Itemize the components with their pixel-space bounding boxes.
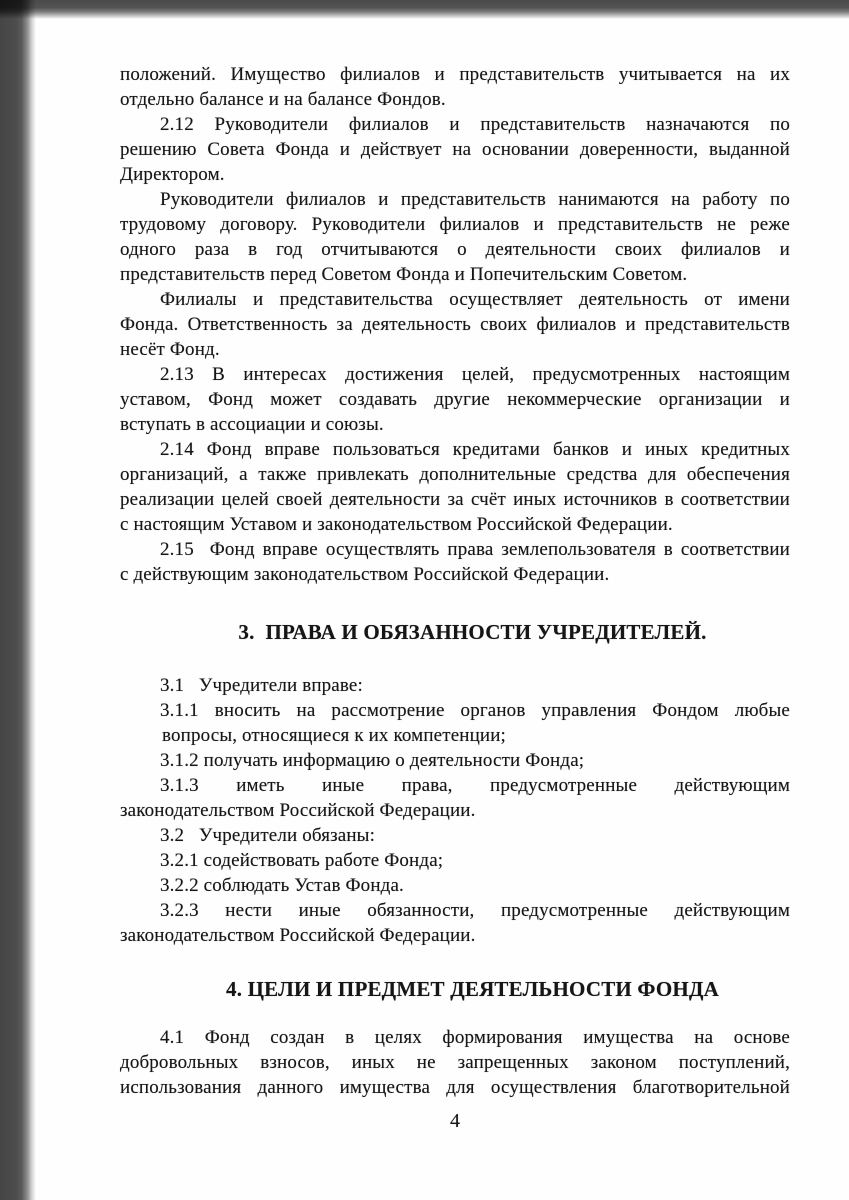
para-2-15-line-2: с действующим законодательством Российской Федерации. — [120, 564, 610, 585]
scan-edge-top — [0, 0, 849, 19]
para-2-14-line-2: организаций, а также привлекать дополнительные средства для обеспечения — [120, 464, 790, 485]
para-branch-heads-line-2: трудовому договору. Руководители филиалов и представительств не реже — [120, 214, 790, 235]
section-heading-rights: 3. ПРАВА И ОБЯЗАННОСТИ УЧРЕДИТЕЛЕЙ. — [238, 620, 707, 644]
para-2-13-line-2: уставом, Фонд может создавать другие некоммерческие организации и — [120, 389, 790, 410]
para-intro-line-1: положений. Имущество филиалов и представительств учитывается на их — [120, 64, 790, 85]
item-3-2: 3.2 Учредители обязаны: — [160, 825, 375, 846]
item-3-2-2: 3.2.2 соблюдать Устав Фонда. — [160, 875, 404, 896]
para-branch-heads-line-3: одного раза в год отчитываются о деятельности своих филиалов и — [120, 239, 790, 260]
para-4-1-line-2: добровольных взносов, иных не запрещенных законом поступлений, — [120, 1052, 790, 1073]
para-2-13-line-1: 2.13 В интересах достижения целей, предусмотренных настоящим — [160, 364, 790, 385]
para-3-1-1-line-1: 3.1.1 вносить на рассмотрение органов управления Фондом любые — [160, 700, 790, 721]
para-3-1-1-line-2: вопросы, относящиеся к их компетенции; — [162, 725, 506, 746]
para-4-1-line-3: использования данного имущества для осуществления благотворительной — [120, 1077, 790, 1098]
para-3-2-3-line-1: 3.2.3 нести иные обязанности, предусмотренные действующим — [160, 900, 790, 921]
para-branches-line-2: Фонда. Ответственность за деятельность своих филиалов и представительств — [120, 314, 790, 335]
section-heading-goals: 4. ЦЕЛИ И ПРЕДМЕТ ДЕЯТЕЛЬНОСТИ ФОНДА — [226, 977, 719, 1001]
para-2-13-line-3: вступать в ассоциации и союзы. — [120, 414, 384, 435]
item-3-1: 3.1 Учредители вправе: — [160, 675, 363, 696]
para-2-12-line-3: Директором. — [120, 164, 225, 185]
para-3-1-3-line-2: законодательством Российской Федерации. — [120, 800, 476, 821]
para-2-15-line-1: 2.15 Фонд вправе осуществлять права землепользователя в соответствии — [160, 539, 790, 560]
para-2-12-line-1: 2.12 Руководители филиалов и представительств назначаются по — [160, 114, 790, 135]
para-3-2-3-line-2: законодательством Российской Федерации. — [120, 925, 476, 946]
para-2-14-line-4: с настоящим Уставом и законодательством Российской Федерации. — [120, 514, 673, 535]
para-branches-line-3: несёт Фонд. — [120, 339, 220, 360]
para-4-1-line-1: 4.1 Фонд создан в целях формирования имущества на основе — [160, 1027, 790, 1048]
para-2-14-line-3: реализации целей своей деятельности за счёт иных источников в соответствии — [120, 489, 790, 510]
para-2-14-line-1: 2.14 Фонд вправе пользоваться кредитами банков и иных кредитных — [160, 439, 790, 460]
para-branches-line-1: Филиалы и представительства осуществляет деятельность от имени — [160, 289, 790, 310]
item-3-2-1: 3.2.1 содействовать работе Фонда; — [160, 850, 444, 871]
text-column — [120, 62, 790, 1134]
para-3-1-3-line-1: 3.1.3 иметь иные права, предусмотренные действующим — [160, 775, 790, 796]
page-number: 4 — [450, 1110, 460, 1132]
scan-edge-left — [0, 0, 36, 1200]
para-branch-heads-line-1: Руководители филиалов и представительств нанимаются на работу по — [160, 189, 790, 210]
para-branch-heads-line-4: представительств перед Советом Фонда и Попечительским Советом. — [120, 264, 688, 285]
item-3-1-2: 3.1.2 получать информацию о деятельности Фонда; — [160, 750, 585, 771]
para-intro-line-2: отдельно балансе и на балансе Фондов. — [120, 89, 446, 110]
para-2-12-line-2: решению Совета Фонда и действует на основании доверенности, выданной — [120, 139, 790, 160]
